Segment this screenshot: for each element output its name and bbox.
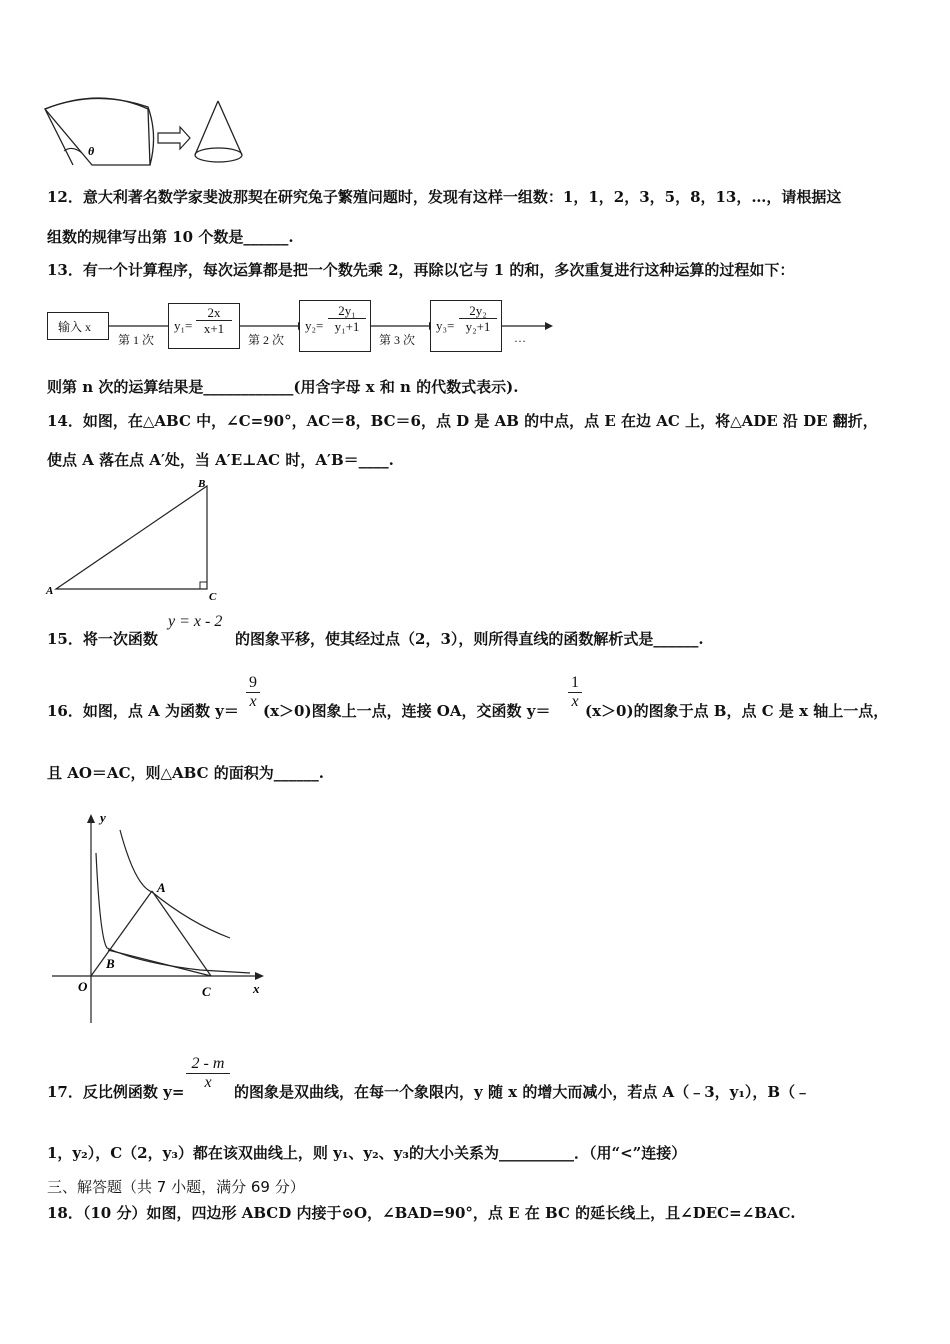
q16-frac2 bbox=[568, 675, 582, 710]
q16-part2: (x＞0)图象上一点，连接 OA，交函数 y＝ bbox=[263, 702, 551, 720]
flow-step2-label: 第 2 次 bbox=[248, 333, 285, 347]
flow-f2-den: y₁+1 bbox=[334, 319, 360, 334]
q15-prefix: 15．将一次函数 bbox=[47, 630, 158, 648]
flow-step3-label: 第 3 次 bbox=[379, 333, 416, 347]
theta-label: θ bbox=[88, 144, 95, 158]
flow-input-label: 输入 x bbox=[58, 320, 92, 334]
q16-line2: 且 AO＝AC，则△ABC 的面积为______. bbox=[47, 764, 325, 782]
q16-frac1 bbox=[246, 675, 260, 710]
q14-line1: 14．如图，在△ABC 中，∠C=90°，AC＝8，BC＝6，点 D 是 AB 的中点，点 E 在边 AC 上，将△ADE 沿 DE 翻折， bbox=[47, 412, 878, 430]
label-a: A bbox=[46, 585, 54, 597]
triangle-abc bbox=[56, 486, 207, 589]
flow-f1-num: 2x bbox=[207, 305, 221, 320]
flow-f3-frac bbox=[459, 303, 497, 334]
q16-part3: (x＞0)的图象于点 B，点 C 是 x 轴上一点， bbox=[585, 702, 889, 720]
flow-f1-den: x+1 bbox=[203, 321, 225, 336]
q17-line2: 1，y₂），C（2，y₃）都在该双曲线上，则 y₁、y₂、y₃的大小关系为__________．（用“<”连接） bbox=[47, 1144, 687, 1162]
q17-frac-num: 2 - m bbox=[191, 1055, 225, 1072]
q16-frac1-den: x bbox=[249, 693, 257, 710]
q15-suffix: 的图象平移，使其经过点（2，3），则所得直线的函数解析式是______. bbox=[235, 630, 704, 648]
right-angle-mark bbox=[200, 582, 207, 589]
label-c: C bbox=[209, 591, 217, 603]
q17-frac bbox=[186, 1056, 230, 1091]
q12-line1: 12．意大利著名数学家斐波那契在研究兔子繁殖问题时，发现有这样一组数：1，1，2，3，5，8，13，…，请根据这 bbox=[47, 188, 842, 206]
triangle-abc-figure bbox=[40, 474, 230, 604]
flow-f1-frac bbox=[196, 305, 232, 336]
q16-frac2-den: x bbox=[571, 693, 579, 710]
arrow-icon bbox=[158, 127, 190, 149]
flow-step1-label: 第 1 次 bbox=[118, 333, 155, 347]
q18-line1: 18．（10 分）如图，四边形 ABCD 内接于⊙O，∠BAD=90°，点 E 在 BC 的延长线上，且∠DEC=∠BAC. bbox=[47, 1204, 796, 1222]
flow-f2-num: 2y₁ bbox=[338, 303, 356, 318]
flow-ellipsis: … bbox=[514, 331, 526, 345]
label-a: A bbox=[157, 880, 166, 895]
q16-part1: 16．如图，点 A 为函数 y＝ bbox=[47, 702, 239, 720]
label-b: B bbox=[106, 956, 115, 971]
flow-f3-lhs: y₃= bbox=[436, 318, 455, 333]
curve-9-over-x bbox=[120, 830, 230, 938]
axis-label-y: y bbox=[100, 810, 106, 825]
flow-f3-den: y₂+1 bbox=[465, 319, 491, 334]
flow-f3-num: 2y₂ bbox=[469, 303, 487, 318]
sector-shape bbox=[45, 98, 150, 165]
q13-line1: 13．有一个计算程序，每次运算都是把一个数先乘 2，再除以它与 1 的和，多次重复进行这种运算的过程如下： bbox=[47, 261, 795, 279]
segment-oa bbox=[91, 891, 152, 976]
q17-part1: 17．反比例函数 y= bbox=[47, 1083, 185, 1101]
curve-1-over-x bbox=[96, 853, 250, 973]
cone-shape bbox=[195, 101, 242, 155]
q15-formula: y = x - 2 bbox=[168, 613, 223, 630]
q17-frac-den: x bbox=[204, 1074, 212, 1091]
label-c: C bbox=[202, 984, 211, 999]
q12-line2: 组数的规律写出第 10 个数是______. bbox=[47, 228, 294, 246]
q16-frac2-num: 1 bbox=[571, 674, 579, 691]
flow-f1-lhs: y₁= bbox=[174, 318, 193, 333]
q13-answer-line: 则第 n 次的运算结果是____________(用含字母 x 和 n 的代数式表示). bbox=[47, 378, 519, 396]
flow-f2-frac bbox=[328, 303, 366, 334]
q17-part2: 的图象是双曲线，在每一个象限内，y 随 x 的增大而减小，若点 A（﹣3，y₁），B（﹣ bbox=[234, 1083, 811, 1101]
q14-line2: 使点 A 落在点 A′处，当 A′E⊥AC 时，A′B＝____. bbox=[47, 451, 394, 469]
axis-label-x: x bbox=[253, 981, 260, 996]
label-b: B bbox=[198, 478, 206, 490]
flow-f2-lhs: y₂= bbox=[305, 318, 324, 333]
hyperbola-graph bbox=[40, 808, 280, 1033]
label-o: O bbox=[78, 979, 88, 994]
q16-frac1-num: 9 bbox=[249, 674, 257, 691]
section3-heading: 三、解答题（共 7 小题，满分 69 分） bbox=[47, 1178, 305, 1196]
sector-cone-figure bbox=[40, 95, 260, 175]
